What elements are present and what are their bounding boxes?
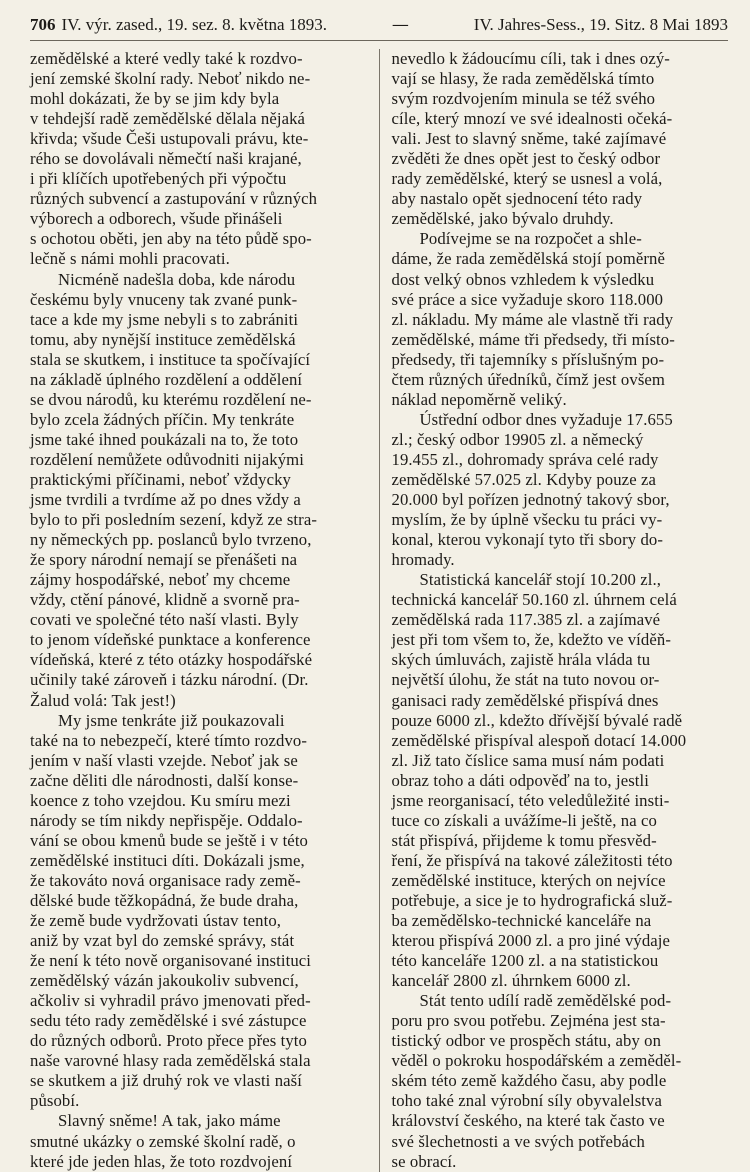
text-line: vají se hlasy, že rada zemědělská tímto — [391, 69, 655, 89]
text-line: jsme také ihned poukázali na to, že toto — [30, 429, 299, 449]
text-line: ském této země každého času, aby podle — [391, 1071, 667, 1091]
text-line: smutné ukázky o zemské školní radě, o — [30, 1131, 296, 1151]
text-line: dost velký obnos vzhledem k výsledku — [391, 269, 655, 289]
text-line: působí. — [30, 1091, 80, 1111]
text-line: národy se tím nikdy nepřispěje. Oddalo- — [30, 810, 303, 830]
text-line: Stát tento udílí radě zemědělské pod- — [419, 991, 672, 1011]
text-line: potřebuje, a sice je to hydrografická služ- — [391, 890, 673, 910]
text-line: do různých odborů. Proto přece přes tyto — [30, 1031, 307, 1051]
text-line: bylo zcela žádných příčin. My tenkráte — [30, 409, 295, 429]
text-line: aby nastalo opět sjednocení této rady — [391, 189, 643, 209]
text-line: zvěděti že dnes opět jest to český odbor — [391, 149, 661, 169]
text-line: náklad nepoměrně veliký. — [391, 389, 567, 409]
text-line: se dvou národů, ku kterému rozdělení ne- — [30, 389, 312, 409]
text-line: ských úmluvách, zajistě hrála vláda tu — [391, 650, 651, 670]
text-line: koence z toho vzejdou. Ku smíru mezi — [30, 790, 291, 810]
text-line: ačkoliv si vyhradil právo jmenovati před- — [30, 991, 311, 1011]
text-line: ganisaci rady zemědělské přispívá dnes — [391, 690, 659, 710]
text-line: různých subvencí a zastupování v různých — [30, 189, 318, 209]
text-line: technická kancelář 50.160 zl. úhrnem celá — [391, 590, 677, 610]
text-line: čtem různých úředníků, čímž jest ovšem — [391, 369, 665, 389]
text-line: učinily také zároveň i tázku národní. (Dr. — [30, 670, 309, 690]
text-line: 20.000 byl pořízen jednotný takový sbor, — [391, 490, 670, 510]
text-line: také na to nebezpečí, které tímto rozdvo- — [30, 730, 308, 750]
text-line: že není k této nově organisované instituci — [30, 951, 312, 971]
text-line: zemědělský vázán jakoukoliv subvencí, — [30, 971, 299, 991]
header-separator: — — [391, 15, 409, 35]
page-number: 706 — [30, 15, 56, 34]
text-line: své šlechetnosti a ve svých potřebách — [391, 1131, 645, 1151]
text-line: předsedy, tři tajemníky s příslušným po- — [391, 349, 665, 369]
header-left — [30, 14, 327, 36]
text-line: Slavný sněme! A tak, jako máme — [58, 1111, 281, 1131]
text-line: rého se dovolávali němečtí naši krajané, — [30, 149, 302, 169]
text-line: rady zemědělské, který se usnesl a volá, — [391, 169, 663, 189]
text-line: zájmy hospodářské, neboť my chceme — [30, 570, 291, 590]
text-line: zl.; český odbor 19905 zl. a německý — [391, 429, 644, 449]
text-line: zemědělské instituci díti. Dokázali jsme, — [30, 850, 305, 870]
text-line: kancelář 2800 zl. úhrnkem 6000 zl. — [391, 971, 631, 991]
text-line: zl. nákladu. My máme ale vlastně tři rady — [391, 309, 674, 329]
text-line: na základě úplného rozdělení a oddělení — [30, 369, 303, 389]
text-line: vždy, ctění pánové, klidně a svorně pra- — [30, 590, 300, 610]
text-line: pouze 6000 zl., kdežto dřívější bývalé radě — [391, 710, 683, 730]
text-line: této kanceláře 1200 zl. a na statistickou — [391, 951, 659, 971]
text-line: Podívejme se na rozpočet a shle- — [419, 229, 642, 249]
right-column — [380, 49, 729, 1172]
text-line: v tehdejší radě zemědělské dělala nějaká — [30, 109, 306, 129]
header-right: IV. Jahres-Sess., 19. Sitz. 8 Mai 1893 — [473, 15, 728, 34]
text-line: království českého, na které tak často ve — [391, 1111, 665, 1131]
text-line: i při klíčích upotřebených při výpočtu — [30, 169, 287, 189]
text-line: zemědělské 57.025 zl. Kdyby pouze za — [391, 469, 656, 489]
header-left-text: IV. výr. zased., 19. sez. 8. května 1893. — [61, 15, 327, 34]
page-header — [30, 14, 728, 41]
text-line: které jde jeden hlas, že toto rozdvojení — [30, 1151, 293, 1171]
text-line: ba zemědělsko-technické kanceláře na — [391, 911, 652, 931]
text-line: Žalud volá: Tak jest!) — [30, 690, 176, 710]
text-line: 19.455 zl., dohromady správa celé rady — [391, 449, 659, 469]
text-line: My jsme tenkráte již poukazovali — [58, 710, 285, 730]
text-line: s ochotou oběti, jen aby na této půdě spo- — [30, 229, 312, 249]
text-line: lečně s námi mohli pracovati. — [30, 249, 230, 269]
text-line: dělské bude těžkopádná, že bude draha, — [30, 890, 299, 910]
text-line: zl. Již tato číslice sama musí nám podati — [391, 750, 665, 770]
text-line: zemědělské instituce, kterých on nejvíce — [391, 870, 666, 890]
text-line: hromady. — [391, 550, 455, 570]
text-line: to jenom vídeňské punktace a konference — [30, 630, 311, 650]
text-line: zemědělská rada 117.385 zl. a zajímavé — [391, 610, 661, 630]
text-line: své práce a sice vyžaduje skoro 118.000 — [391, 289, 664, 309]
text-columns — [30, 49, 728, 1172]
text-line: zemědělské, jako bývalo druhdy. — [391, 209, 614, 229]
text-line: naše varovné hlasy rada zemědělská stala — [30, 1051, 311, 1071]
text-line: ny německých pp. poslanců bylo tvrzeno, — [30, 530, 312, 550]
text-line: stát přispívá, přijdeme k tomu přesvěd- — [391, 830, 657, 850]
text-line: zemědělské a které vedly také k rozdvo- — [30, 49, 303, 68]
text-line: že spory národní nemají se přenášeti na — [30, 550, 298, 570]
text-line: tistický odbor ve prospěch státu, aby on — [391, 1031, 662, 1051]
text-line: že země bude vydržovati ústav tento, — [30, 911, 282, 931]
text-line: největší úlohu, že stát na tuto novou or- — [391, 670, 660, 690]
text-line: vídeňská, které z této otázky hospodářské — [30, 650, 313, 670]
text-line: výborech a odborech, všude přinášeli — [30, 209, 283, 229]
text-line: zemědělské přispíval alespoň dotací 14.000 — [391, 730, 687, 750]
text-line: jsme reorganisací, této veledůležité insti- — [391, 790, 670, 810]
text-line: praktickými příčinami, neboť vždycky — [30, 469, 291, 489]
text-line: dáme, že rada zemědělská stojí poměrně — [391, 249, 665, 269]
text-line: jest při tom všem to, že, kdežto ve víděň- — [391, 630, 671, 650]
text-line: jsme tvrdili a tvrdíme až po dnes vždy a — [30, 490, 301, 510]
text-line: mohl dokázati, že by se jim kdy byla — [30, 89, 280, 109]
left-column — [30, 49, 380, 1172]
text-line: konal, kterou vykonají tyto tři sbory do- — [391, 530, 664, 550]
text-line: tuce co získali a uvážíme-li ještě, na co — [391, 810, 657, 830]
text-line: se obrací. — [391, 1151, 457, 1171]
text-line: věděl o pokroku hospodářském a zeměděl- — [391, 1051, 682, 1071]
text-line: jení zemské školní rady. Neboť nikdo ne- — [30, 69, 311, 89]
text-line: bylo to při posledním sezení, když ze stra- — [30, 510, 317, 530]
text-line: vání se obou kmenů bude se ještě i v této — [30, 830, 308, 850]
text-line: tomu, aby nynější instituce zemědělská — [30, 329, 296, 349]
text-line: obraz toho a dáti odpověď na to, jestli — [391, 770, 650, 790]
text-line: rozdělení nemůžete odůvodniti nijakými — [30, 449, 304, 469]
text-line: covati ve společné této naší vlasti. Byly — [30, 610, 299, 630]
text-line: aniž by vzat byl do zemské správy, stát — [30, 931, 295, 951]
text-line: se skutkem a již druhý rok ve vlasti naší — [30, 1071, 302, 1091]
text-line: Nicméně nadešla doba, kde národu — [58, 269, 296, 289]
text-line: Statistická kancelář stojí 10.200 zl., — [419, 570, 662, 590]
text-line: že takováto nová organisace rady země- — [30, 870, 301, 890]
text-line: sedu této rady zemědělské i své zástupce — [30, 1011, 307, 1031]
text-line: českému byly vnuceny tak zvané punk- — [30, 289, 298, 309]
text-line: začne děliti dle národnosti, další konse- — [30, 770, 299, 790]
text-line: křivda; všude Češi ustupovali právu, kte- — [30, 129, 309, 149]
text-line: ření, že přispívá na takové záležitosti této — [391, 850, 673, 870]
text-line: toho také znal výrobní síly obyvalelstva — [391, 1091, 662, 1111]
text-line: Ústřední odbor dnes vyžaduje 17.655 — [419, 409, 673, 429]
text-line: stala se skutkem, i instituce ta spočívající — [30, 349, 311, 369]
text-line: cíle, který mnozí ve své idealnosti očeká- — [391, 109, 673, 129]
text-line: vali. Jest to slavný sněme, také zajímavé — [391, 129, 667, 149]
text-line: poru pro svou potřebu. Zejména jest sta- — [391, 1011, 666, 1031]
text-line: myslím, že by úplně všecku tu práci vy- — [391, 510, 663, 530]
text-line: nevedlo k žádoucímu cíli, tak i dnes ozý- — [391, 49, 670, 68]
text-line: jením v naší vlasti vzejde. Neboť jak se — [30, 750, 298, 770]
text-line: kterou přispívá 2000 zl. a pro jiné výdaje — [391, 931, 671, 951]
text-line: tace a kde my jsme nebyli s to zabrániti — [30, 309, 299, 329]
text-line: svým rozdvojením minula se též svého — [391, 89, 656, 109]
text-line: zemědělské, máme tři předsedy, tři místo- — [391, 329, 675, 349]
